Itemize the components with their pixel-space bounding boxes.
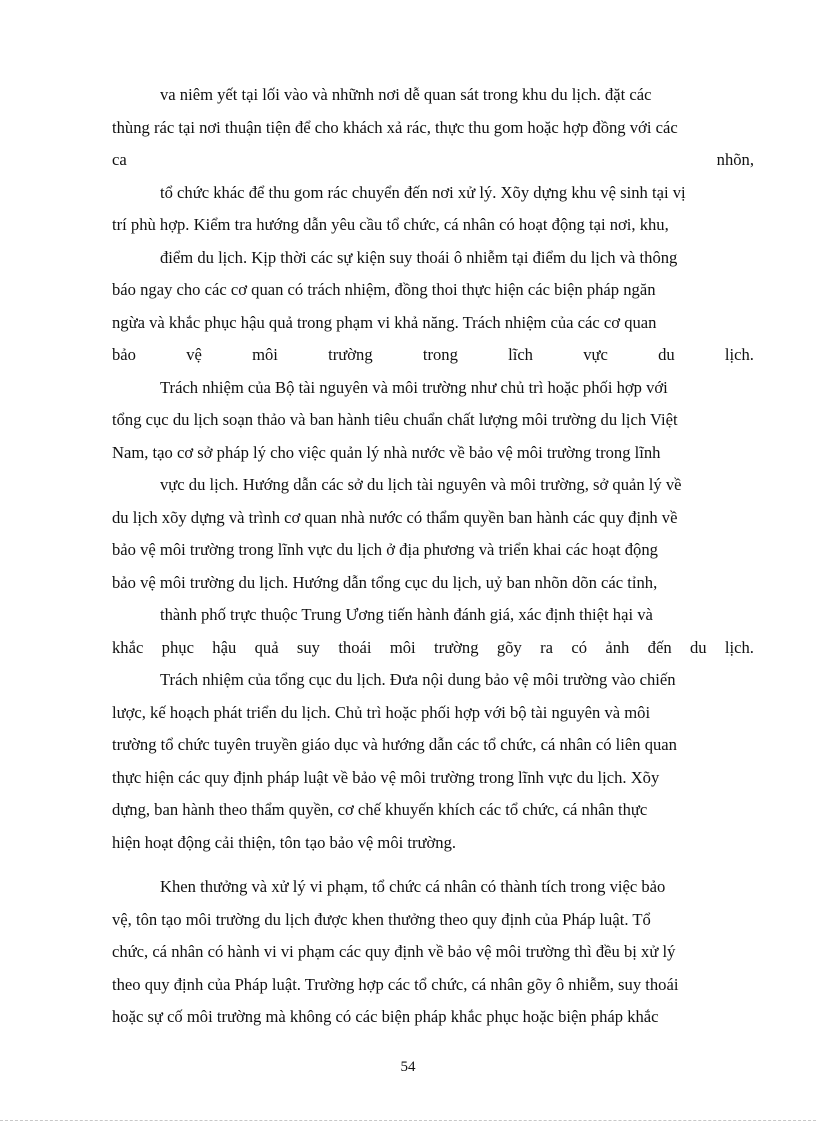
text-line: lược, kế hoạch phát triển du lịch. Chủ trì hoặc phối hợp với bộ tài nguyên và môi [112,702,651,722]
word: vực [583,345,608,364]
word: khắc [112,637,144,657]
text-line: dựng, ban hành theo thẩm quyền, cơ chế khuyến khích các tổ chức, cá nhân thực [112,800,648,819]
word: trường [434,637,479,657]
text-line-spread [112,636,754,669]
text-line: va niêm yết tại lối vào và nhữnh nơi dễ quan sát trong khu du lịch. đặt các [160,85,652,104]
word: suy [296,637,320,657]
text-line: vệ, tôn tạo môi trường du lịch được khen thưởng theo quy định của Pháp luật. Tổ [112,909,651,929]
word: du [658,345,675,364]
word: có [571,637,588,657]
text-line: báo ngay cho các cơ quan có trách nhiệm, đồng thoi thực hiện các biện pháp ngăn [112,280,656,299]
word: nhõn, [716,150,754,169]
word: quả [254,637,279,657]
text-line: điểm du lịch. Kịp thời các sự kiện suy thoái ô nhiễm tại điểm du lịch và thông [160,247,678,267]
text-line-spread [112,148,754,181]
text-line: trường tổ chức tuyên truyền giáo dục và hướng dẫn các tổ chức, cá nhân có liên quan [112,735,677,754]
text-line: bảo vệ môi trường du lịch. Hướng dẫn tổng cục du lịch, uỷ ban nhõn dõn các tỉnh, [112,572,658,592]
text-line: Trách nhiệm của Bộ tài nguyên và môi trường như chủ trì hoặc phối hợp với [160,377,668,397]
word: hậu [212,637,237,657]
text-line: du lịch xõy dựng và trình cơ quan nhà nước có thẩm quyền ban hành các quy định về [112,507,678,527]
word: trong [422,345,458,364]
word: thoái [338,637,372,657]
text-line: trí phù hợp. Kiểm tra hướng dẫn yêu cầu tổ chức, cá nhân có hoạt động tại nơi, khu, [112,215,669,234]
page-number: 54 [400,1059,416,1075]
word: du [689,637,707,657]
word: ra [540,637,553,657]
word: lĩch [508,345,533,364]
body-text [112,83,754,1038]
word: đến [647,637,672,657]
word: gõy [496,637,522,657]
text-line: thành phố trực thuộc Trung Ương tiến hành đánh giá, xác định thiệt hại và [160,605,653,624]
text-line: tổ chức khác để thu gom rác chuyển đến nơi xử lý. Xõy dựng khu vệ sinh tại vị [160,182,686,202]
word: ca [112,150,127,169]
text-line: hoặc sự cố môi trường mà không có các biện pháp khắc phục hoặc biện pháp khắc [112,1007,659,1026]
text-line: ngừa và khắc phục hậu quả trong phạm vi khả năng. Trách nhiệm của các cơ quan [112,312,657,332]
page-bottom-divider [0,1120,816,1121]
word: bảo [112,345,136,364]
text-line-spread [112,343,754,376]
text-line: tổng cục du lịch soạn thảo và ban hành tiêu chuẩn chất lượng môi trường du lịch Việt [112,410,678,429]
word: lịch. [724,637,754,657]
word: môi [252,345,278,364]
word: ảnh [605,637,630,657]
text-line: theo quy định của Pháp luật. Trường hợp các tổ chức, cá nhân gõy ô nhiễm, suy thoái [112,974,679,994]
text-line: Nam, tạo cơ sở pháp lý cho việc quản lý nhà nước về bảo vệ môi trường trong lĩnh [112,442,661,462]
text-line: bảo vệ môi trường trong lĩnh vực du lịch ở địa phương và triển khai các hoạt động [112,540,658,559]
text-line: vực du lịch. Hướng dẫn các sở du lịch tài nguyên và môi trường, sở quản lý về [160,475,682,494]
text-line: thực hiện các quy định pháp luật về bảo vệ môi trường trong lĩnh vực du lịch. Xõy [112,767,660,787]
paragraph-gap [112,863,754,875]
word: trường [328,345,373,364]
text-line: thùng rác tại nơi thuận tiện để cho khách xả rác, thực thu gom hoặc hợp đồng với các [112,117,678,137]
text-line: Trách nhiệm của tổng cục du lịch. Đưa nội dung bảo vệ môi trường vào chiến [160,670,676,689]
text-line: Khen thưởng và xử lý vi phạm, tổ chức cá nhân có thành tích trong việc bảo [160,877,666,896]
text-line: hiện hoạt động cải thiện, tôn tạo bảo vệ môi trường. [112,832,457,852]
word: môi [389,637,416,657]
text-line: chức, cá nhân có hành vi vi phạm các quy định về bảo vệ môi trường thì đều bị xử lý [112,942,676,961]
word: lịch. [724,345,754,364]
word: phục [161,637,194,657]
word: vệ [186,345,202,364]
